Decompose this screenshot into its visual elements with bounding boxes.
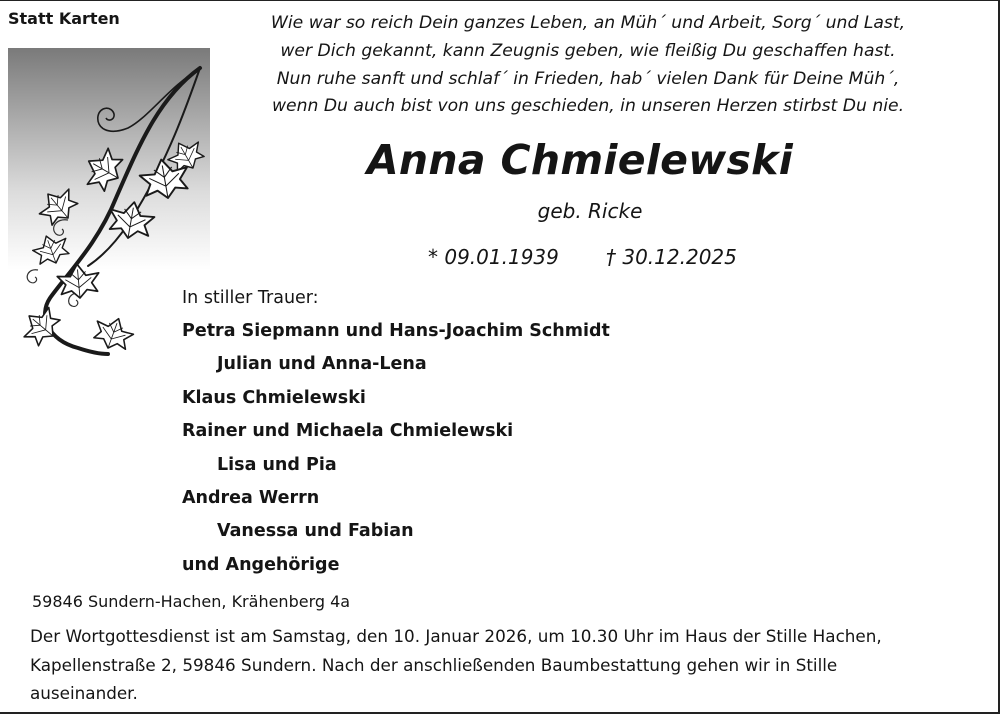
- service-line: Kapellenstraße 2, 59846 Sundern. Nach der anschließenden Baumbestattung gehen wir in Stille: [30, 654, 838, 675]
- mourning-address: 59846 Sundern-Hachen, Krähenberg 4a: [32, 592, 351, 611]
- ivy-vine-ornament-icon: [8, 48, 210, 372]
- notice-header-label: Statt Karten: [8, 9, 120, 28]
- mourner-entry: Vanessa und Fabian: [217, 521, 414, 542]
- death-date: † 30.12.2025: [606, 245, 737, 269]
- mourner-entry: Klaus Chmielewski: [182, 387, 366, 408]
- mourners-list: [182, 316, 610, 583]
- poem-line: wenn Du auch bist von uns geschieden, in unseren Herzen stirbst Du nie.: [271, 96, 905, 117]
- poem-line: Wie war so reich Dein ganzes Leben, an Müh´ und Arbeit, Sorg´ und Last,: [270, 13, 906, 33]
- mourner-entry: Rainer und Michaela Chmielewski: [182, 421, 514, 442]
- service-announcement: [30, 622, 980, 708]
- birth-date: * 09.01.1939: [428, 245, 559, 269]
- mourner-entry: Andrea Werrn: [182, 487, 320, 508]
- memorial-poem: [238, 10, 938, 121]
- maiden-name: geb. Ricke: [537, 199, 643, 223]
- mourner-entry: Julian und Anna-Lena: [217, 354, 427, 375]
- mourner-entry: und Angehörige: [182, 554, 340, 575]
- mourner-entry: Lisa und Pia: [217, 454, 337, 475]
- mourner-entry: Petra Siepmann und Hans-Joachim Schmidt: [182, 321, 610, 341]
- deceased-name: Anna Chmielewski: [366, 136, 794, 184]
- poem-line: Nun ruhe sanft und schlaf´ in Frieden, hab´ vielen Dank für Deine Müh´,: [276, 68, 900, 89]
- service-line: Der Wortgottesdienst ist am Samstag, den 10. Januar 2026, um 10.30 Uhr im Haus der Stille Hachen,: [30, 626, 882, 646]
- mourning-intro: In stiller Trauer:: [182, 288, 319, 308]
- poem-line: wer Dich gekannt, kann Zeugnis geben, wie fleißig Du geschaffen hast.: [280, 40, 896, 61]
- service-line: auseinander.: [30, 683, 138, 703]
